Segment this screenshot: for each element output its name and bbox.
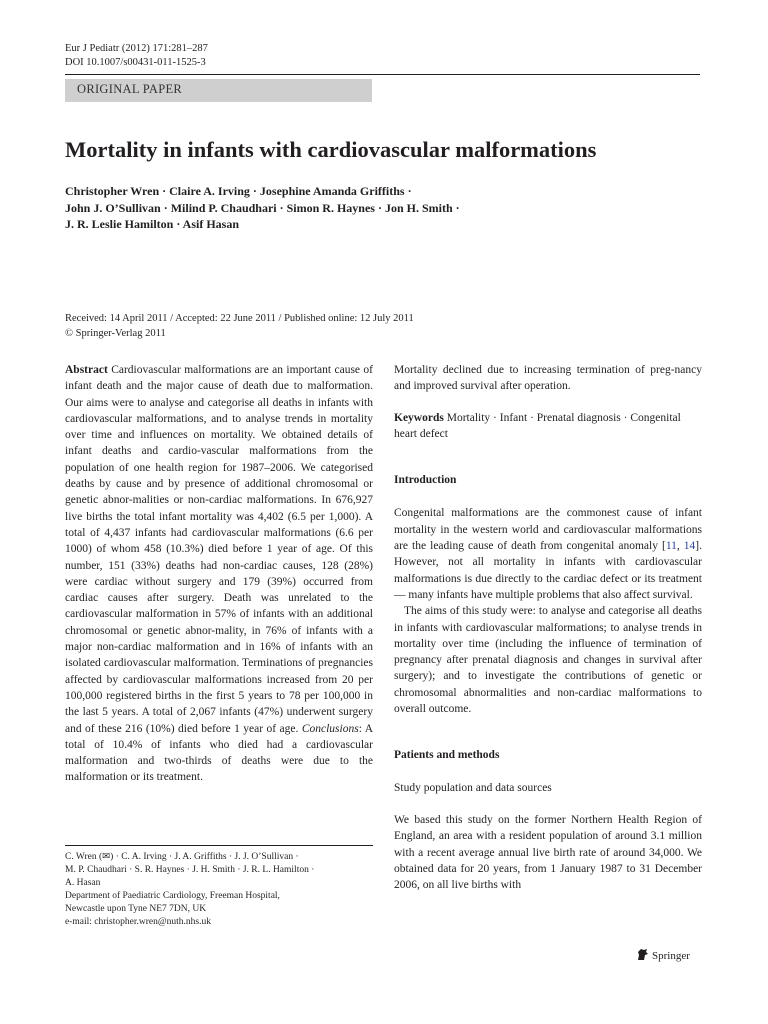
keywords bbox=[394, 410, 702, 443]
history-dates: Received: 14 April 2011 / Accepted: 22 June 2011 / Published online: 12 July 2011 bbox=[65, 313, 414, 324]
author-list bbox=[65, 183, 705, 233]
footnote-email[interactable]: e-mail: christopher.wren@nuth.nhs.uk bbox=[65, 917, 211, 927]
right-column bbox=[394, 362, 702, 893]
abstract-label: Abstract bbox=[65, 364, 108, 376]
publisher-name: Springer bbox=[652, 950, 690, 962]
introduction-paragraph bbox=[394, 505, 702, 603]
abstract-text: Cardiovascular malformations are an important cause of infant death and the major cause of death due to malformation. Our aims were to analyse and categorise all deaths in infants with cardiovascular malformations, and to analyse trends in mortality over time and influences on mortality. We obtained details of infant deaths and cardio-vascular malformations from the population of one health region for 1987–2006. We categorised deaths by cause and by presence of additional chromosomal or genetic abnor-malities or non-cardiac malformations. In 676,927 live births the total infant mortality was 4,402 (6.5 per 1,000). A total of 4,437 infants had cardiovascular malformations (6.6 per 1000) of whom 458 (10.3%) died before 1 year of age. Of this number, 151 (33%) deaths had non-cardiac causes, 128 (28%) were cardiac without surgery and 179 (39%) occurred from cardiac causes after surgery. Death was unrelated to the cardiovascular malformation in 57% of infants with an additional chromosomal or genetic abnor-mality, in 76% of infants with a major non-cardiac malformation and in 16% of infants with an isolated cardiovascular malformation. Terminations of pregnancies affected by cardiovascular malformations increased from 20 per 100,000 registered births in the first 5 years to 78 per 100,000 in the last 5 years. A total of 2,067 infants (47%) underwent surgery and of these 216 (10%) died before 1 year of age. bbox=[65, 364, 374, 735]
citation-link[interactable]: 11 bbox=[665, 540, 677, 553]
footnote-line: A. Hasan bbox=[65, 878, 101, 888]
aims-paragraph: The aims of this study were: to analyse and categorise all deaths in infants with cardiovascular malformations; to analyse trends in mortality over time (including the influence of termination of pregnancy after prenatal diagnosis and changes in survival after surgery); and to investigate the contributions of genetic or chromosomal abnormalities and non-cardiac malformations to overall outcome. bbox=[394, 605, 702, 716]
springer-horse-icon bbox=[636, 948, 649, 964]
methods-paragraph: We based this study on the former Northern Health Region of England, an area with a resident population of around 3.1 million with a recent average annual live birth rate of around 34,000. We obtained data for 20 years, from 1 January 1987 to 31 December 2006, on all live births with bbox=[394, 813, 702, 892]
keywords-text: Mortality · Infant · Prenatal diagnosis · Congenital heart defect bbox=[394, 411, 681, 440]
methods-subheading: Study population and data sources bbox=[394, 781, 552, 794]
author-line: Christopher Wren · Claire A. Irving · Josephine Amanda Griffiths · bbox=[65, 184, 412, 198]
doi-line: DOI 10.1007/s00431-011-1525-3 bbox=[65, 57, 206, 68]
paper-type-label: ORIGINAL PAPER bbox=[77, 82, 183, 96]
introduction-heading: Introduction bbox=[394, 474, 457, 487]
left-column bbox=[65, 362, 373, 786]
intro-text: ]. However, not all mortality in infants with cardiovascular malformations is due directly to the cardiac defect or its treatment — many infants have multiple problems that also affect survival. bbox=[394, 540, 703, 601]
intro-text: Congenital malformations are the commonest cause of infant mortality in the western world and cardiovascular malformations are the leading cause of death from congenital anomaly [ bbox=[394, 507, 702, 553]
abstract-conclusions: : A total of 10.4% of infants who died had a cardiovascular malformation and two-thirds of deaths were due to the malformation or its treatment. bbox=[65, 722, 374, 784]
abstract-continued: Mortality declined due to increasing termination of preg-nancy and improved survival after operation. bbox=[394, 364, 702, 393]
keywords-label: Keywords bbox=[394, 411, 444, 424]
publisher-logo bbox=[636, 948, 690, 964]
citation-link[interactable]: 14 bbox=[683, 540, 696, 553]
journal-line: Eur J Pediatr (2012) 171:281–287 bbox=[65, 43, 208, 54]
citation-separator: , bbox=[676, 540, 684, 553]
paper-title: Mortality in infants with cardiovascular malformations bbox=[65, 137, 597, 162]
journal-citation bbox=[65, 42, 208, 70]
footnote-rule bbox=[65, 845, 373, 846]
conclusions-label: Conclusions bbox=[301, 722, 359, 735]
author-affiliation-footnote bbox=[65, 851, 373, 929]
copyright-line: © Springer-Verlag 2011 bbox=[65, 327, 166, 339]
abstract bbox=[65, 362, 373, 786]
article-history bbox=[65, 312, 705, 341]
footnote-line: Newcastle upon Tyne NE7 7DN, UK bbox=[65, 904, 207, 914]
footnote-line: Department of Paediatric Cardiology, Freeman Hospital, bbox=[65, 891, 280, 901]
footnote-line: C. Wren (✉) · C. A. Irving · J. A. Griffiths · J. J. O’Sullivan · bbox=[65, 852, 299, 862]
author-line: J. R. Leslie Hamilton · Asif Hasan bbox=[65, 217, 240, 231]
header-rule bbox=[65, 74, 700, 75]
paper-type-badge bbox=[65, 79, 372, 102]
methods-heading: Patients and methods bbox=[394, 749, 500, 762]
author-line: John J. O’Sullivan · Milind P. Chaudhari · Simon R. Haynes · Jon H. Smith · bbox=[65, 200, 460, 215]
footnote-line: M. P. Chaudhari · S. R. Haynes · J. H. Smith · J. R. L. Hamilton · bbox=[65, 865, 315, 875]
